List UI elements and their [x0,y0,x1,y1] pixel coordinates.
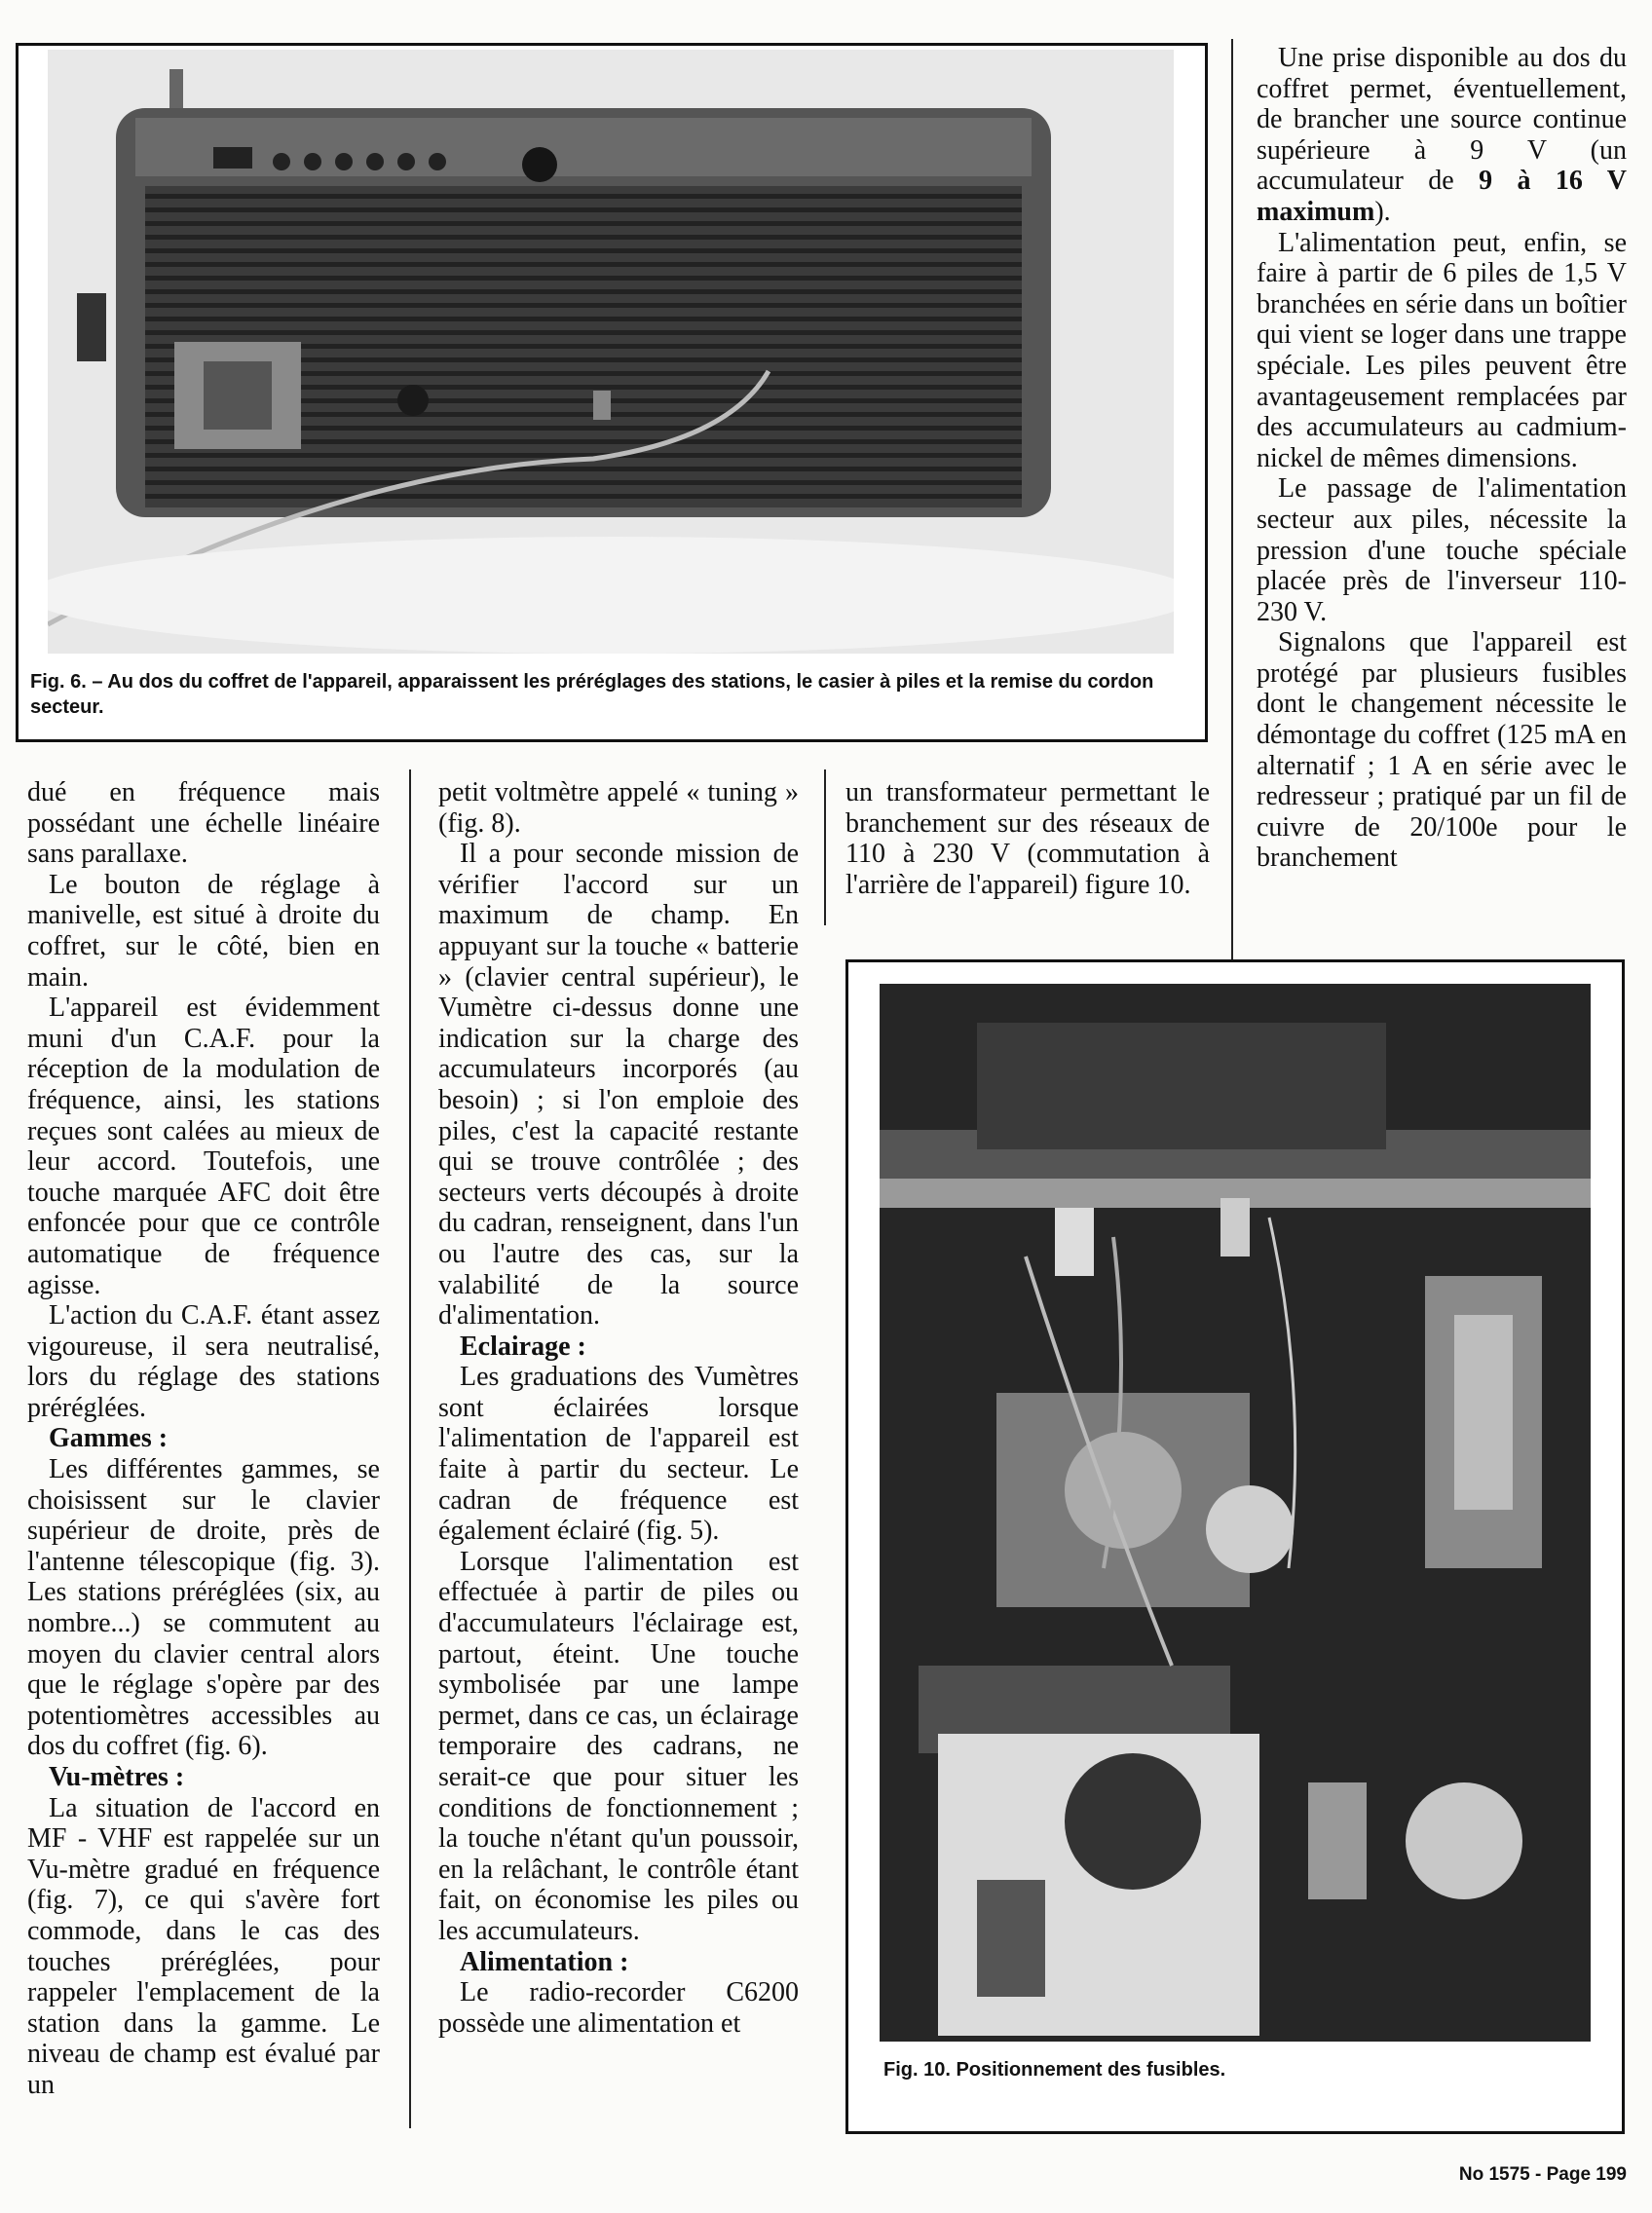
section-heading: Alimentation : [460,1946,629,1977]
paragraph: L'action du C.A.F. étant assez vigoureuse, il sera neutralisé, lors du réglage des stations préréglées. [27,1300,380,1423]
figure-10-caption: Fig. 10. Positionnement des fusibles. [883,2059,1226,2081]
section-heading: Vu-mètres : [49,1762,185,1792]
paragraph: Le passage de l'alimentation secteur aux piles, nécessite la pression d'une touche spéciale placée près de l'inverseur 110-230 V. [1257,473,1627,627]
section-heading: Gammes : [49,1423,169,1454]
figure-10-box [845,959,1625,2134]
paragraph: Le bouton de réglage à manivelle, est situé à droite du coffret, sur le côté, bien en main. [27,869,380,993]
paragraph-text: ). [1374,196,1391,227]
paragraph: L'alimentation peut, enfin, se faire à partir de 6 piles de 1,5 V branchées en série dans un boîtier qui vient se loger dans une trappe spéciale. Les piles peuvent être avantageusement remplacées par des accumulateurs au cadmium-nickel de mêmes dimensions. [1257,227,1627,473]
paragraph-text: Une prise disponible au dos du coffret permet, éventuellement, de brancher une source continue supérieure à 9 V (un accumulateur de [1257,43,1627,197]
radio-back-illustration [48,50,1174,654]
figure-6-box [16,43,1208,742]
column-rule [824,769,826,925]
paragraph: La situation de l'accord en MF - VHF est rappelée sur un Vu-mètre gradué en fréquence (fig. 7), ce qui s'avère fort commode, dans le cas des touches préréglées, pour rappeler l'emplacement de la station dans la gamme. Le niveau de champ est évalué par un [27,1792,380,2100]
text-column-3 [845,777,1210,900]
paragraph: petit voltmètre appelé « tuning » (fig. 8). [438,777,799,839]
column-rule [409,769,411,2128]
paragraph: L'appareil est évidemment muni d'un C.A.F. pour la réception de la modulation de fréquence, ainsi, les stations reçues sont calées au mieux de leur accord. Toutefois, une touche marquée AFC doit être enfoncée pour que ce contrôle automatique de fréquence agisse. [27,993,380,1300]
circuit-interior-illustration [880,984,1591,2042]
paragraph: Lorsque l'alimentation est effectuée à partir de piles ou d'accumulateurs l'éclairage est, partout, éteint. Une touche symbolisée par une lampe permet, dans ce cas, un éclairage temporaire des cadrans, ne serait-ce que pour situer les conditions de fonctionnement ; la touche n'étant qu'un poussoir, en la relâchant, le contrôle étant fait, on économise les piles ou les accumulateurs. [438,1546,799,1946]
column-rule [1231,39,1233,959]
section-heading: Eclairage : [460,1331,586,1362]
figure-6-photo [48,50,1174,654]
paragraph: un transformateur permettant le branchement sur des réseaux de 110 à 230 V (commutation à l'arrière de l'appareil) figure 10. [845,777,1210,900]
figure-10-photo [880,984,1591,2042]
paragraph: Signalons que l'appareil est protégé par plusieurs fusibles dont le changement nécessite le démontage du coffret (125 mA en alternatif ; 1 A en série avec le redresseur ; pratiqué par un fil de cuivre de 20/100e pour le branchement [1257,627,1627,874]
text-column-2 [438,777,799,2039]
figure-6-caption: Fig. 6. – Au dos du coffret de l'appareil, apparaissent les préréglages des stations, le casier à piles et la remise du cordon secteur. [30,671,1154,718]
paragraph [1257,43,1627,228]
paragraph: Les graduations des Vumètres sont éclairées lorsque l'alimentation de l'appareil est faite à partir du secteur. Le cadran de fréquence est également éclairé (fig. 5). [438,1362,799,1547]
voltage-range: 9 à 16 V maximum [1257,166,1628,227]
page-footer: No 1575 - Page 199 [1458,2164,1627,2185]
text-column-4 [1257,43,1627,874]
paragraph: Les différentes gammes, se choisissent sur le clavier supérieur de droite, près de l'antenne télescopique (fig. 3). Les stations préréglées (six, au nombre...) se commutent au moyen du clavier central alors que le réglage s'opère par des potentiomètres accessibles au dos du coffret (fig. 6). [27,1454,380,1762]
paragraph: Le radio-recorder C6200 possède une alimentation et [438,1977,799,2039]
paragraph: Il a pour seconde mission de vérifier l'accord sur un maximum de champ. En appuyant sur la touche « batterie » (clavier central supérieur), le Vumètre ci-dessus donne une indication sur la charge des accumulateurs incorporés (au besoin) ; si l'on emploie des piles, c'est la capacité restante qui se trouve contrôlée ; des secteurs verts découpés à droite du cadran, renseignent, dans l'un ou l'autre des cas, sur la valabilité de la source d'alimentation. [438,839,799,1332]
text-column-1 [27,777,380,2101]
paragraph: dué en fréquence mais possédant une échelle linéaire sans parallaxe. [27,777,380,870]
